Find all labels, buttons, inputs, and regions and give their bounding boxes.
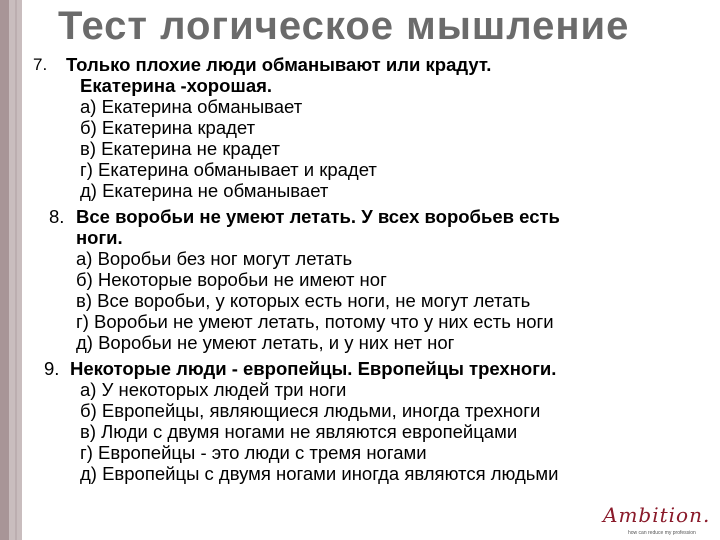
question-stem-line: Только плохие люди обманывают или крадут. xyxy=(66,54,492,75)
question-stem-line: Все воробьи не умеют летать. У всех воробьев есть xyxy=(76,206,560,227)
answer-option: б) Екатерина крадет xyxy=(80,117,256,138)
answer-option: а) Воробьи без ног могут летать xyxy=(76,248,353,269)
answer-option: г) Европейцы - это люди с тремя ногами xyxy=(80,442,427,463)
question-stem-line: Екатерина -хорошая. xyxy=(80,75,273,96)
question-number: 7. xyxy=(33,55,48,74)
answer-option: в) Екатерина не крадет xyxy=(80,138,280,159)
logo-tagline: how can reduce my profession xyxy=(628,530,696,536)
question-stem-line: Некоторые люди - европейцы. Европейцы трехноги. xyxy=(70,358,557,379)
answer-option: в) Люди с двумя ногами не являются европейцами xyxy=(80,421,518,442)
answer-option: г) Воробьи не умеют летать, потому что у них есть ноги xyxy=(76,311,554,332)
answer-option: д) Екатерина не обманывает xyxy=(80,180,329,201)
left-decorative-bar xyxy=(0,0,22,540)
ambition-logo: Ambition. xyxy=(603,503,711,527)
answer-option: в) Все воробьи, у которых есть ноги, не могут летать xyxy=(76,290,531,311)
answer-option: д) Европейцы с двумя ногами иногда являются людьми xyxy=(80,463,559,484)
question-number: 8. xyxy=(49,206,65,227)
answer-option: б) Европейцы, являющиеся людьми, иногда трехноги xyxy=(80,400,541,421)
question-stem-line: ноги. xyxy=(76,227,123,248)
answer-option: а) У некоторых людей три ноги xyxy=(80,379,347,400)
answer-option: д) Воробьи не умеют летать, и у них нет ног xyxy=(76,332,455,353)
page-title: Тест логическое мышление xyxy=(58,4,630,48)
question-number: 9. xyxy=(44,358,60,379)
answer-option: б) Некоторые воробьи не имеют ног xyxy=(76,269,387,290)
answer-option: а) Екатерина обманывает xyxy=(80,96,303,117)
answer-option: г) Екатерина обманывает и крадет xyxy=(80,159,377,180)
